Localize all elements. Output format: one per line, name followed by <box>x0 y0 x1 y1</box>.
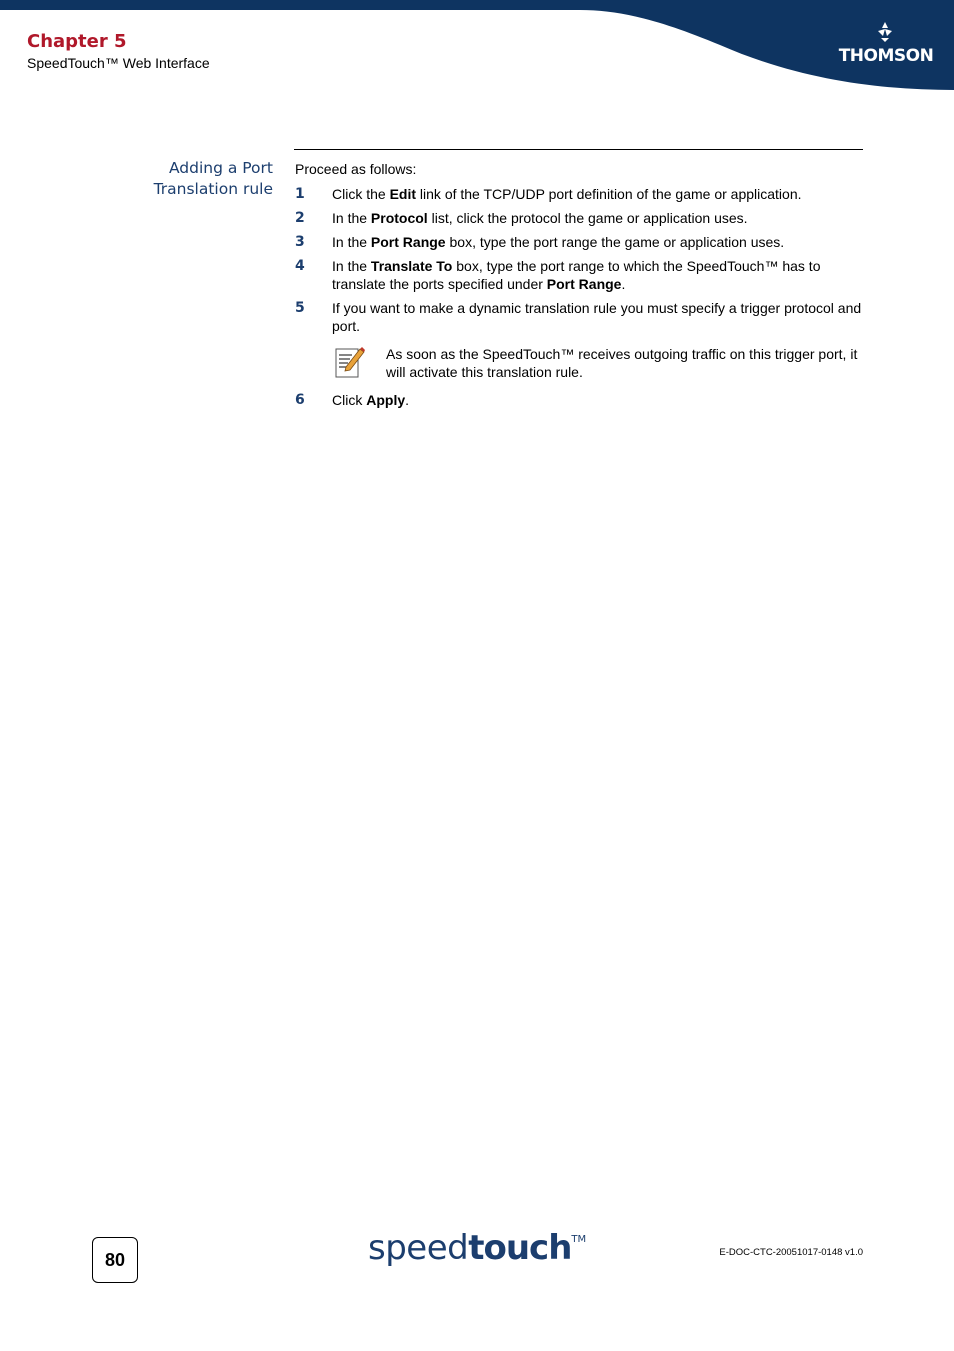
step-text: link of the TCP/UDP port definition of the game or application. <box>416 186 802 202</box>
step-number: 3 <box>295 234 305 250</box>
step-5 <box>295 299 863 335</box>
step-ui-term: Protocol <box>370 210 428 226</box>
note-box <box>295 345 863 381</box>
speedtouch-logo <box>368 1228 586 1278</box>
step-number: 1 <box>295 186 305 202</box>
step-number: 2 <box>295 210 305 226</box>
step-text: box, type the port range the game or application uses. <box>445 234 785 250</box>
step-ui-term: Apply <box>366 392 406 408</box>
logo-text: THOMSON <box>838 46 934 66</box>
step-text: In the <box>332 258 371 274</box>
intro-text: Proceed as follows: <box>295 161 417 177</box>
step-text: Click <box>332 392 367 408</box>
step-text: In the <box>332 210 371 226</box>
step-4 <box>295 257 863 293</box>
step-ui-term: Edit <box>389 186 417 202</box>
step-number: 4 <box>295 258 305 274</box>
step-number: 5 <box>295 300 305 316</box>
chapter-title: Chapter 5 <box>27 31 127 52</box>
step-text: list, click the protocol the game or application uses. <box>427 210 748 226</box>
section-divider <box>294 149 863 150</box>
document-subtitle: SpeedTouch™ Web Interface <box>27 55 210 71</box>
brand-bold-text: touch <box>468 1228 572 1268</box>
document-reference: E-DOC-CTC-20051017-0148 v1.0 <box>719 1247 863 1258</box>
step-ui-term: Port Range <box>370 234 446 250</box>
step-text: Click the <box>332 186 390 202</box>
header-band <box>0 0 954 95</box>
section-heading-line-1: Adding a Port <box>168 159 273 177</box>
step-text: In the <box>332 234 371 250</box>
step-2 <box>295 209 863 227</box>
step-1 <box>295 185 863 203</box>
step-text: box, type the port range to which the SpeedTouch™ has to translate the ports specified under <box>332 258 821 292</box>
page-number: 80 <box>92 1237 138 1283</box>
step-text: If you want to make a dynamic translation rule you must specify a trigger protocol and port. <box>332 300 862 334</box>
section-heading-line-2: Translation rule <box>153 180 273 198</box>
step-ui-term: Translate To <box>370 258 453 274</box>
step-6 <box>295 391 863 409</box>
brand-light-text: speed <box>368 1228 469 1268</box>
step-text: . <box>405 392 410 408</box>
step-text: . <box>621 276 626 292</box>
step-3 <box>295 233 863 251</box>
thomson-emblem-icon <box>874 21 896 43</box>
note-pencil-icon <box>334 345 366 379</box>
step-number: 6 <box>295 392 305 408</box>
step-ui-term: Port Range <box>546 276 622 292</box>
brand-trademark: TM <box>571 1234 587 1245</box>
section-body <box>295 160 863 415</box>
note-text: As soon as the SpeedTouch™ receives outgoing traffic on this trigger port, it will activate this translation rule. <box>386 346 858 380</box>
thomson-logo <box>836 18 936 70</box>
section-heading <box>120 158 273 200</box>
